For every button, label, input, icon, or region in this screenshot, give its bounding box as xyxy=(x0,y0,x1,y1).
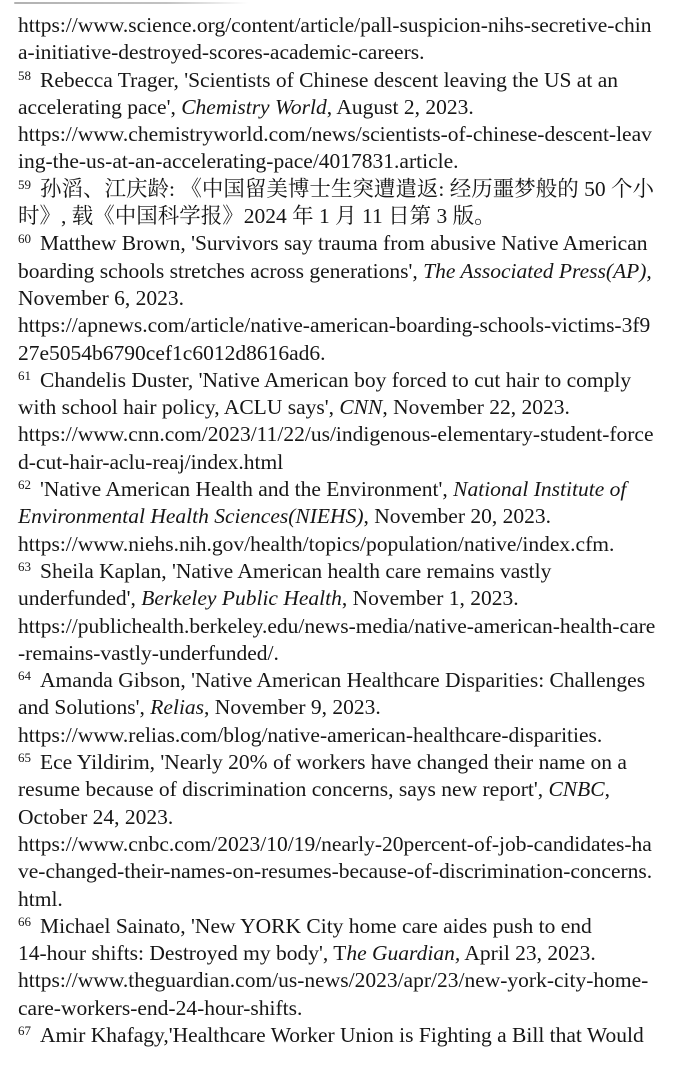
document-line xyxy=(18,967,686,994)
document-line xyxy=(18,285,686,312)
text-run: Amir Khafagy,'Healthcare Worker Union is Fighting a Bill that Would xyxy=(40,1022,644,1047)
document-line xyxy=(18,39,686,66)
footnote-marker: 58 xyxy=(18,67,31,83)
footnote-marker: 64 xyxy=(18,668,31,684)
document-line xyxy=(18,776,686,803)
document-line xyxy=(18,858,686,885)
document-line xyxy=(18,613,686,640)
document-line xyxy=(18,94,686,121)
publication-name: CNN xyxy=(339,395,383,420)
url-text: -remains-vastly-underfunded/. xyxy=(18,640,279,665)
footnote-marker: 65 xyxy=(18,750,31,766)
document-line xyxy=(18,121,686,148)
text-run: , November 20, 2023. xyxy=(363,504,551,529)
publication-name: National Institute of xyxy=(453,477,627,502)
document-line xyxy=(18,531,686,558)
document-line xyxy=(18,1022,686,1049)
footnote-marker: 67 xyxy=(18,1022,31,1038)
url-text: https://www.cnn.com/2023/11/22/us/indigenous-elementary-student-force xyxy=(18,422,654,447)
document-line xyxy=(18,667,686,694)
footnote-marker: 63 xyxy=(18,558,31,574)
publication-name: The Associated Press(AP), xyxy=(423,258,652,283)
document-line xyxy=(18,203,686,230)
text-run: d-cut-hair-aclu-reaj/index.html xyxy=(18,449,284,474)
text-run: , November 1, 2023. xyxy=(341,586,519,611)
document-line xyxy=(18,476,686,503)
publication-name: Chemistry World xyxy=(181,94,327,119)
text-run: html. xyxy=(18,886,63,911)
url-text: https://apnews.com/article/native-american-boarding-schools-victims-3f9 xyxy=(18,313,651,338)
document-line xyxy=(18,995,686,1022)
publication-name: CNBC xyxy=(548,777,605,802)
document-line xyxy=(18,722,686,749)
page-top-rule-fragment xyxy=(14,2,248,4)
text-run: April 23, 2023. xyxy=(460,941,596,966)
text-run: care-workers-end-24-hour-shifts. xyxy=(18,995,303,1020)
document-line xyxy=(18,940,686,967)
publication-name: Berkeley Public Health xyxy=(141,586,342,611)
text-run: October 24, 2023. xyxy=(18,804,174,829)
text-run: Amanda Gibson, 'Native American Healthcare Disparities: Challenges xyxy=(40,668,646,693)
text-run: 14-hour shifts: Destroyed my body', T xyxy=(18,941,347,966)
document-line xyxy=(18,503,686,530)
document-line xyxy=(18,694,686,721)
document-line xyxy=(18,340,686,367)
publication-name: Relias xyxy=(150,695,205,720)
url-text: https://www.chemistryworld.com/news/scientists-of-chinese-descent-leav xyxy=(18,122,652,147)
document-line xyxy=(18,12,686,39)
text-run: Matthew Brown, 'Survivors say trauma from abusive Native American xyxy=(40,231,648,256)
text-run: with school hair policy, ACLU says', xyxy=(18,395,340,420)
footnote-marker: 60 xyxy=(18,231,31,247)
text-run: November 6, 2023. xyxy=(18,285,184,310)
footnote-marker: 66 xyxy=(18,913,31,929)
document-line xyxy=(18,886,686,913)
document-line xyxy=(18,367,686,394)
url-text: https://www.cnbc.com/2023/10/19/nearly-20percent-of-job-candidates-ha xyxy=(18,831,652,856)
text-run: underfunded', xyxy=(18,586,142,611)
document-line xyxy=(18,831,686,858)
document-line xyxy=(18,176,686,203)
text-run: 孙滔、江庆龄: 《中国留美博士生突遭遣返: 经历噩梦般的 50 个小 xyxy=(40,176,654,201)
text-run: Chandelis Duster, 'Native American boy forced to cut hair to comply xyxy=(40,367,632,392)
text-run: , xyxy=(604,777,610,802)
text-run: a-initiative-destroyed-scores-academic-careers. xyxy=(18,40,425,65)
text-run: Michael Sainato, 'New YORK City home care aides push to end xyxy=(40,913,592,938)
text-run: Sheila Kaplan, 'Native American health care remains vastly xyxy=(40,558,552,583)
text-run: , August 2, 2023. xyxy=(326,94,474,119)
text-run: 'Native American Health and the Environment', xyxy=(40,477,454,502)
document-line xyxy=(18,585,686,612)
url-text: https://publichealth.berkeley.edu/news-media/native-american-health-care xyxy=(18,613,656,638)
text-run: , November 9, 2023. xyxy=(204,695,381,720)
text-run: 时》, 载《中国科学报》2024 年 1 月 11 日第 3 版。 xyxy=(18,204,496,229)
document-line xyxy=(18,230,686,257)
text-run: , November 22, 2023. xyxy=(382,395,570,420)
text-run: ve-changed-their-names-on-resumes-because-of-discrimination-concerns. xyxy=(18,859,653,884)
document-line xyxy=(18,258,686,285)
text-run: ing-the-us-at-an-accelerating-pace/4017831.article. xyxy=(18,149,459,174)
document-line xyxy=(18,558,686,585)
publication-name: Environmental Health Sciences(NIEHS) xyxy=(18,504,364,529)
document-line xyxy=(18,804,686,831)
footnote-marker: 59 xyxy=(18,176,31,192)
url-text: https://www.science.org/content/article/pall-suspicion-nihs-secretive-chin xyxy=(18,13,652,37)
publication-name: he Guardian, xyxy=(346,941,461,966)
document-body xyxy=(18,12,686,1049)
document-line xyxy=(18,913,686,940)
text-run: accelerating pace', xyxy=(18,94,182,119)
footnote-marker: 62 xyxy=(18,477,31,493)
url-text: https://www.theguardian.com/us-news/2023/apr/23/new-york-city-home- xyxy=(18,968,649,993)
text-run: boarding schools stretches across generations', xyxy=(18,258,424,283)
footnote-marker: 61 xyxy=(18,367,31,383)
document-line xyxy=(18,449,686,476)
document-line xyxy=(18,421,686,448)
document-line xyxy=(18,312,686,339)
text-run: and Solutions', xyxy=(18,695,151,720)
text-run: resume because of discrimination concerns, says new report', xyxy=(18,777,549,802)
text-run: 27e5054b6790cef1c6012d8616ad6. xyxy=(18,340,326,365)
text-run: Rebecca Trager, 'Scientists of Chinese descent leaving the US at an xyxy=(40,67,618,92)
text-run: Ece Yildirim, 'Nearly 20% of workers have changed their name on a xyxy=(40,750,627,775)
document-line xyxy=(18,67,686,94)
text-run: https://www.niehs.nih.gov/health/topics/population/native/index.cfm. xyxy=(18,531,615,556)
document-line xyxy=(18,148,686,175)
document-line xyxy=(18,749,686,776)
document-line xyxy=(18,394,686,421)
document-line xyxy=(18,640,686,667)
url-text: https://www.relias.com/blog/native-american-healthcare-disparities. xyxy=(18,722,603,747)
